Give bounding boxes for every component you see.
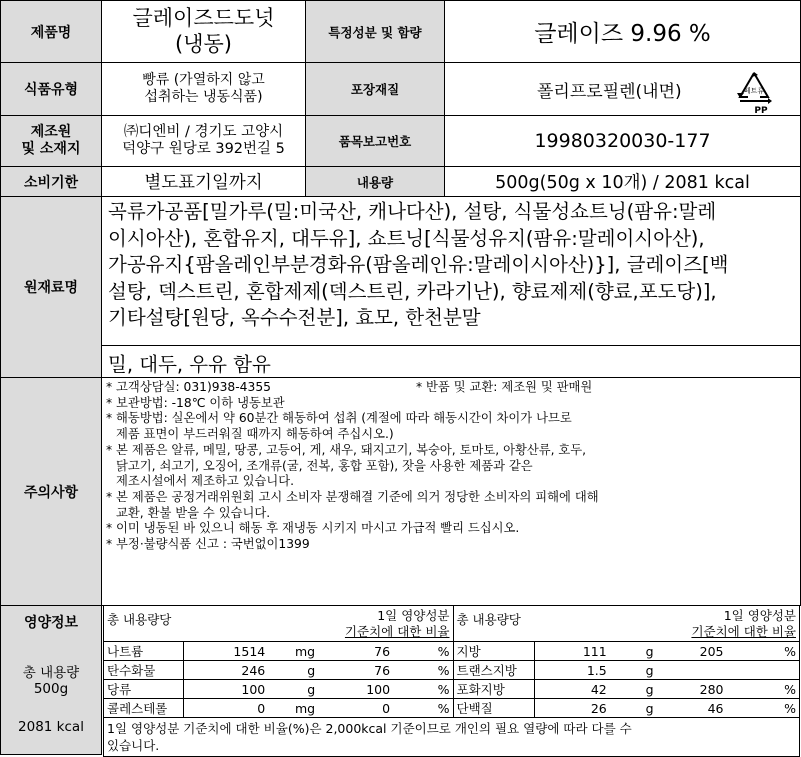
left-pct: 76 xyxy=(318,642,393,661)
expiry-value xyxy=(101,166,306,197)
ingredients-line-3: 가공유지{팜올레인부분경화유(팜올레인유:말레이시아산)}], 글레이즈[백 xyxy=(108,253,729,276)
food-type-value xyxy=(101,62,306,116)
special-ingredient-header xyxy=(305,0,445,63)
expiry-header xyxy=(0,166,102,197)
caution-allergen-2: 닭고기, 쇠고기, 오징어, 조개류(굴, 전복, 홍합 포함), 잣을 사용한 제품과 같은 xyxy=(116,458,533,473)
manufacturer-line2: 덕양구 원당로 392번길 5 xyxy=(122,141,285,157)
left-amount: 0 xyxy=(183,699,268,718)
report-no-text: 19980320030-177 xyxy=(534,130,711,152)
expiry-text: 별도표기일까지 xyxy=(144,173,263,193)
left-name: 당류 xyxy=(104,680,184,699)
food-type-header xyxy=(0,62,102,116)
recycle-mark-text: 페트류 xyxy=(743,87,765,95)
content-value xyxy=(444,166,801,197)
food-type-label: 식품유형 xyxy=(23,82,79,98)
right-pct-unit xyxy=(727,661,800,680)
left-name: 탄수화물 xyxy=(104,661,184,680)
content-header xyxy=(305,166,445,197)
caution-allergen-3: 제조시설에서 제조하고 있습니다. xyxy=(116,474,295,489)
food-type-line2: 섭취하는 냉동식품) xyxy=(144,89,263,105)
left-unit: mg xyxy=(268,642,318,661)
nutrition-table xyxy=(103,605,800,757)
dv-header-left-line1: 1일 영양성분 xyxy=(377,607,450,623)
recycle-mark-code: PP xyxy=(754,106,768,116)
product-name-value xyxy=(101,0,306,63)
left-pct: 100 xyxy=(318,680,393,699)
nutrition-footnote xyxy=(104,718,800,757)
left-unit: mg xyxy=(268,699,318,718)
dv-header-left xyxy=(318,606,453,642)
caution-exchange: * 반품 및 교환: 제조원 및 판매원 xyxy=(416,380,593,394)
right-name: 지방 xyxy=(453,642,535,661)
per-total-right: 총 내용량당 xyxy=(453,606,657,642)
caution-contact-row xyxy=(106,380,796,396)
manufacturer-label-line2: 및 소재지 xyxy=(21,141,81,157)
per-total-left: 총 내용량당 xyxy=(104,606,319,642)
left-name: 콜레스테롤 xyxy=(104,699,184,718)
left-amount: 100 xyxy=(183,680,268,699)
caution-label: 주의사항 xyxy=(23,484,79,501)
expiry-label: 소비기한 xyxy=(23,174,79,191)
nutrition-row xyxy=(104,680,800,699)
caution-thaw-1: * 해동방법: 실온에서 약 60분간 해동하여 섭취 (계절에 따라 해동시간이 차이가 나므로 xyxy=(106,411,572,426)
left-amount: 246 xyxy=(183,661,268,680)
right-amount: 26 xyxy=(535,699,610,718)
right-name: 단백질 xyxy=(453,699,535,718)
nutrition-label: 영양정보 xyxy=(23,615,79,631)
special-ingredient-text: 글레이즈 9.96 % xyxy=(534,21,711,47)
left-pct-unit: % xyxy=(393,680,453,699)
report-no-header xyxy=(305,115,445,167)
left-unit: g xyxy=(268,661,318,680)
right-pct-unit: % xyxy=(727,680,800,699)
ingredients-line-2: 이시아산), 혼합유지, 대두유], 쇼트닝[식물성유지(팜유:말레이시아산), xyxy=(108,226,705,250)
special-ingredient-value xyxy=(444,0,801,63)
left-pct: 76 xyxy=(318,661,393,680)
nutrition-footnote-row xyxy=(104,718,800,757)
caution-thaw-2: 제품 표면이 부드러워질 때까지 해동하여 주십시오.) xyxy=(116,427,394,442)
manufacturer-line1: ㈜디엔비 / 경기도 고양시 xyxy=(123,123,284,140)
ingredients-header xyxy=(0,196,102,378)
right-amount: 111 xyxy=(535,642,610,661)
right-pct xyxy=(657,661,727,680)
caution-phone: * 고객상담실: 031)938-4355 xyxy=(106,380,271,394)
caution-allergen-1: * 본 제품은 알류, 메밀, 땅콩, 고등어, 게, 새우, 돼지고기, 복숭아, 토마토, 아황산류, 호두, xyxy=(106,442,587,457)
product-name-label: 제품명 xyxy=(30,24,72,41)
nutrition-total-amount: 500g xyxy=(33,681,69,697)
nutrition-row xyxy=(104,661,800,680)
dv-header-right-line2: 기준치에 대한 비율 xyxy=(691,623,796,639)
left-pct-unit: % xyxy=(393,699,453,718)
footnote-line1: 1일 영양성분 기준치에 대한 비율(%)은 2,000kcal 기준이므로 개인의 필요 열량에 따라 다를 수 xyxy=(107,721,632,736)
ingredients-line-5: 기타설탕[원당, 옥수수전분], 효모, 한천분말 xyxy=(108,306,481,329)
special-ingredient-label: 특정성분 및 함량 xyxy=(328,24,422,40)
manufacturer-label-line1: 제조원 xyxy=(30,124,72,141)
dv-header-right xyxy=(657,606,800,642)
ingredients-list xyxy=(101,196,801,346)
left-pct-unit: % xyxy=(393,661,453,680)
allergy-text: 밀, 대두, 우유 함유 xyxy=(108,353,271,376)
manufacturer-value xyxy=(101,115,306,167)
nutrition-row xyxy=(104,642,800,661)
caution-dispute-2: 교환, 환불 받을 수 있습니다. xyxy=(116,505,271,520)
right-unit: g xyxy=(610,642,657,661)
caution-storage: * 보관방법: -18℃ 이하 냉동보관 xyxy=(106,395,285,410)
left-unit: g xyxy=(268,680,318,699)
right-unit: g xyxy=(610,661,657,680)
recycle-mark-icon xyxy=(730,70,778,116)
right-unit: g xyxy=(610,680,657,699)
report-no-label: 품목보고번호 xyxy=(338,134,412,149)
caution-dispute-1: * 본 제품은 공정거래위원회 고시 소비자 분쟁해결 기준에 의거 정당한 소비자의 피해에 대해 xyxy=(106,489,599,504)
left-name: 나트륨 xyxy=(104,642,184,661)
product-name-line1: 글레이즈드도넛 xyxy=(132,6,275,31)
left-pct: 0 xyxy=(318,699,393,718)
caution-body xyxy=(101,377,801,606)
caution-report: * 부정·불량식품 신고 : 국번없이1399 xyxy=(106,537,310,552)
nutrition-header xyxy=(0,605,102,755)
left-pct-unit: % xyxy=(393,642,453,661)
right-amount: 1.5 xyxy=(535,661,610,680)
right-pct: 46 xyxy=(657,699,727,718)
dv-header-left-line2: 기준치에 대한 비율 xyxy=(344,623,450,639)
manufacturer-header xyxy=(0,115,102,167)
right-pct: 205 xyxy=(657,642,727,661)
ingredients-line-4: 설탕, 덱스트린, 혼합제제(덱스트린, 카라기난), 향료제제(향료,포도당)], xyxy=(108,279,717,303)
allergy-note xyxy=(101,345,801,378)
report-no-value xyxy=(444,115,801,167)
nutrition-row xyxy=(104,699,800,718)
content-text: 500g(50g x 10개) / 2081 kcal xyxy=(495,173,750,193)
right-name: 트랜스지방 xyxy=(453,661,535,680)
right-amount: 42 xyxy=(535,680,610,699)
right-name: 포화지방 xyxy=(453,680,535,699)
packaging-header xyxy=(305,62,445,116)
right-pct: 280 xyxy=(657,680,727,699)
food-type-line1: 빵류 (가열하지 않고 xyxy=(142,72,265,89)
ingredients-line-1: 곡류가공품[밀가루(밀:미국산, 캐나다산), 설탕, 식물성쇼트닝(팜유:말레 xyxy=(108,200,717,223)
nutrition-total-kcal: 2081 kcal xyxy=(18,719,84,735)
right-pct-unit: % xyxy=(727,699,800,718)
caution-refreeze: * 이미 냉동된 바 있으니 해동 후 재냉동 시키지 마시고 가급적 빨리 드십시오. xyxy=(106,521,520,536)
product-name-header xyxy=(0,0,102,63)
content-label: 내용량 xyxy=(356,174,394,190)
packaging-label: 포장재질 xyxy=(350,82,400,97)
product-name-line2: (냉동) xyxy=(175,31,232,56)
footnote-line2: 있습니다. xyxy=(107,738,160,753)
dv-header-right-line1: 1일 영양성분 xyxy=(723,607,796,623)
left-amount: 1514 xyxy=(183,642,268,661)
right-unit: g xyxy=(610,699,657,718)
nutrition-total-label: 총 내용량 xyxy=(22,665,80,681)
ingredients-label: 원재료명 xyxy=(23,280,79,296)
right-pct-unit: % xyxy=(727,642,800,661)
caution-header xyxy=(0,377,102,606)
nutrition-header-row xyxy=(104,606,800,642)
packaging-text: 폴리프로필렌(내면) xyxy=(537,81,682,102)
